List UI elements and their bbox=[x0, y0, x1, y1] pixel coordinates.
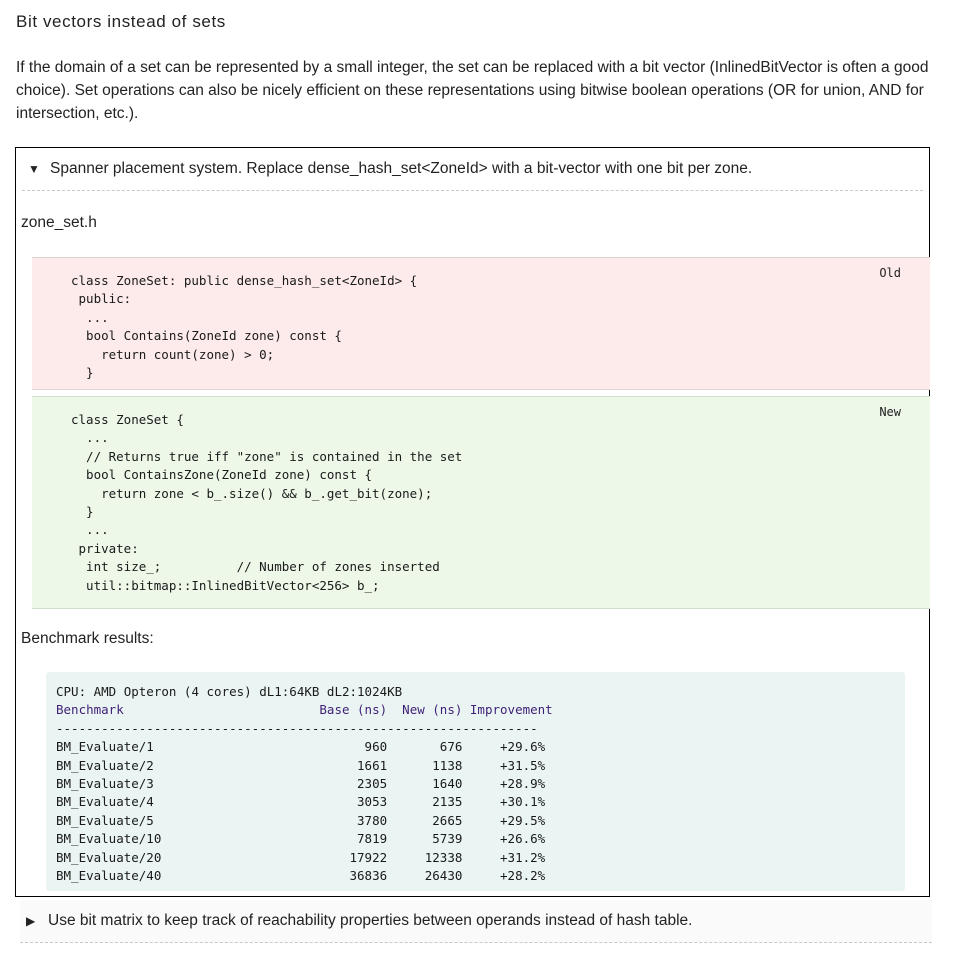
new-line: ... bbox=[71, 522, 109, 538]
benchmark-results bbox=[56, 683, 553, 885]
new-code-block bbox=[32, 396, 930, 609]
file-name: zone_set.h bbox=[21, 214, 97, 231]
new-line: } bbox=[71, 504, 94, 520]
benchmark-row: BM_Evaluate/2 1661 1138 +31.5% bbox=[56, 757, 546, 773]
old-line: ... bbox=[71, 309, 109, 325]
new-code bbox=[71, 411, 462, 595]
benchmark-results-block bbox=[46, 672, 905, 891]
benchmark-row: BM_Evaluate/3 2305 1640 +28.9% bbox=[56, 776, 546, 792]
new-line: ... bbox=[71, 430, 109, 446]
old-code-block bbox=[32, 257, 930, 390]
section-heading: Bit vectors instead of sets bbox=[16, 12, 226, 31]
example-details-collapsed[interactable] bbox=[20, 900, 932, 943]
old-line: return count(zone) > 0; bbox=[71, 346, 275, 362]
new-line: util::bitmap::InlinedBitVector<256> b_; bbox=[71, 577, 380, 593]
new-line: class ZoneSet { bbox=[71, 412, 184, 427]
old-line: public: bbox=[71, 291, 132, 307]
new-line: bool ContainsZone(ZoneId zone) const { bbox=[71, 467, 373, 483]
old-line: bool Contains(ZoneId zone) const { bbox=[71, 328, 342, 344]
benchmark-row: BM_Evaluate/20 17922 12338 +31.2% bbox=[56, 849, 546, 865]
old-line: class ZoneSet: public dense_hash_set<ZoneId> { bbox=[71, 273, 418, 288]
example-details-expanded bbox=[15, 147, 930, 897]
new-line: return zone < b_.size() && b_.get_bit(zone); bbox=[71, 485, 433, 501]
new-line: // Returns true iff "zone" is contained in the set bbox=[71, 448, 463, 464]
triangle-down-icon: ▼ bbox=[28, 162, 40, 176]
new-label: New bbox=[879, 405, 901, 419]
benchmark-row: BM_Evaluate/1 960 676 +29.6% bbox=[56, 739, 546, 755]
benchmark-row: BM_Evaluate/4 3053 2135 +30.1% bbox=[56, 794, 546, 810]
old-code bbox=[71, 272, 417, 382]
benchmark-separator: ---------------------------------------------------------------- bbox=[56, 720, 538, 736]
example-summary-toggle[interactable] bbox=[22, 148, 923, 191]
new-line: private: bbox=[71, 540, 139, 556]
benchmark-row: BM_Evaluate/5 3780 2665 +29.5% bbox=[56, 812, 546, 828]
old-label: Old bbox=[879, 266, 901, 280]
new-line: int size_; // Number of zones inserted bbox=[71, 559, 440, 575]
section-intro: If the domain of a set can be represented by a small integer, the set can be replaced with a bit vector (InlinedBitVector is often a good choice). Set operations can also be nicely efficient on these representations using bitwise boolean operations (OR for union, AND for intersection, etc.). bbox=[16, 59, 929, 122]
example-summary-text: Spanner placement system. Replace dense_hash_set<ZoneId> with a bit-vector with one bit per zone. bbox=[50, 160, 753, 177]
benchmark-header: Benchmark Base (ns) New (ns) Improvement bbox=[56, 702, 553, 718]
benchmark-label: Benchmark results: bbox=[21, 630, 154, 647]
triangle-right-icon: ▶ bbox=[26, 914, 36, 928]
benchmark-row: BM_Evaluate/10 7819 5739 +26.6% bbox=[56, 831, 546, 847]
benchmark-cpu-line: CPU: AMD Opteron (4 cores) dL1:64KB dL2:1024KB bbox=[56, 684, 403, 699]
old-line: } bbox=[71, 365, 94, 381]
example2-summary-text: Use bit matrix to keep track of reachability properties between operands instead of hash table. bbox=[48, 912, 693, 929]
benchmark-row: BM_Evaluate/40 36836 26430 +28.2% bbox=[56, 868, 546, 884]
